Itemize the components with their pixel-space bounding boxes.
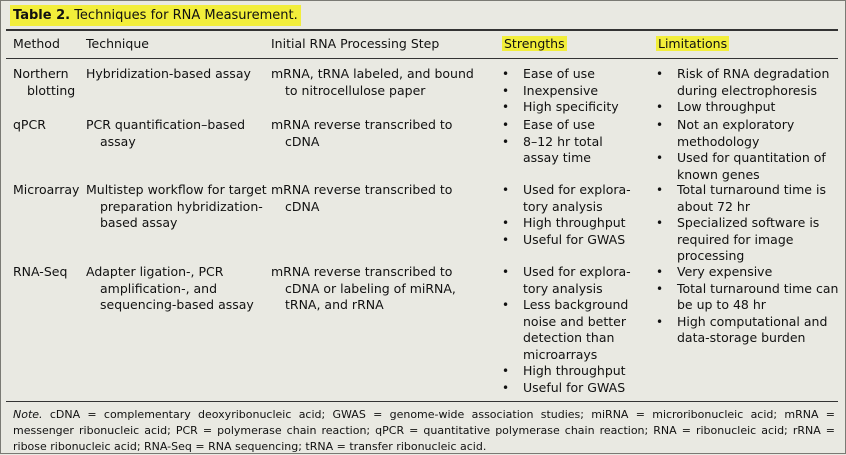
row-4-processing-cell [271, 264, 456, 314]
processing-line: mRNA, tRNA labeled, and bound [271, 66, 474, 81]
technique-line: sequencing-based assay [100, 297, 254, 312]
method-line: blotting [27, 82, 76, 98]
list-item [656, 264, 838, 281]
list-item-line: • High specificity [523, 99, 619, 114]
header-method: Method [13, 36, 60, 51]
limitations-list [656, 264, 838, 347]
list-item [502, 363, 631, 380]
list-item-line: • Ease of use [523, 66, 595, 81]
list-item-line: • Not an exploratory [677, 117, 795, 132]
row-3-strengths-cell [502, 182, 631, 248]
row-3-limitations-cell [656, 182, 826, 265]
top-rule [6, 29, 838, 31]
processing-line: cDNA [285, 133, 320, 149]
list-item [656, 281, 838, 314]
processing-line: mRNA reverse transcribed to [271, 182, 453, 197]
list-item [656, 150, 826, 183]
row-3-processing-cell [271, 182, 452, 215]
row-2-limitations-cell [656, 117, 826, 183]
row-1-strengths-cell [502, 66, 619, 116]
list-item-line: • Very expensive [677, 264, 773, 279]
list-item-line: • High throughput [523, 363, 626, 378]
list-item-line: noise and better [523, 313, 626, 329]
row-1-technique-cell [86, 66, 251, 83]
list-item [502, 297, 631, 363]
technique-line: Hybridization-based assay [86, 66, 251, 81]
technique-line: preparation hybridization- [100, 198, 263, 214]
header-limitations: Limitations [658, 36, 728, 51]
list-item-line: • Risk of RNA degradation [677, 66, 830, 81]
list-item-line: known genes [677, 166, 760, 182]
list-item [502, 66, 619, 83]
row-2-technique-cell [86, 117, 245, 150]
method-line: Northern [13, 66, 69, 81]
row-1-method-cell [13, 66, 75, 99]
method-line: qPCR [13, 117, 46, 132]
row-2-method-cell [13, 117, 46, 134]
list-item [656, 117, 826, 150]
technique-line: PCR quantification–based [86, 117, 246, 132]
list-item [656, 182, 826, 215]
list-item-line: • Used for quantitation of [677, 150, 826, 165]
header-strengths: Strengths [504, 36, 565, 51]
list-item-line: • High computational and [677, 313, 828, 329]
method-line: Microarray [13, 182, 80, 197]
header-rule [6, 58, 838, 59]
list-item-line: tory analysis [523, 198, 603, 214]
row-3-technique-cell [86, 182, 267, 232]
list-item-line: microarrays [523, 346, 598, 362]
list-item [656, 66, 829, 99]
header-processing: Initial RNA Processing Step [271, 36, 440, 51]
list-item-line: • Low throughput [677, 99, 776, 114]
list-item-line: • Specialized software is [677, 215, 820, 230]
technique-line: amplification-, and [100, 280, 218, 296]
row-2-strengths-cell [502, 117, 603, 167]
list-item [502, 83, 619, 100]
row-1-limitations-cell [656, 66, 829, 116]
list-item-line: • Useful for GWAS [523, 231, 626, 247]
technique-line: assay [100, 133, 136, 149]
list-item [656, 314, 838, 347]
limitations-list [656, 66, 829, 116]
header-technique: Technique [86, 36, 149, 51]
list-item-line: processing [677, 248, 745, 263]
technique-line: Multistep workflow for target [86, 182, 267, 197]
row-4-limitations-cell [656, 264, 838, 347]
list-item [656, 215, 826, 265]
bottom-rule [6, 401, 838, 402]
strengths-list [502, 117, 603, 167]
processing-line: mRNA reverse transcribed to [271, 264, 453, 279]
processing-line: to nitrocellulose paper [285, 82, 426, 98]
list-item-line: be up to 48 hr [677, 297, 766, 312]
list-item-line: • Total turnaround time can [677, 280, 839, 296]
row-1-processing-cell [271, 66, 474, 99]
row-4-method-cell [13, 264, 67, 281]
processing-line: mRNA reverse transcribed to [271, 117, 453, 132]
list-item [656, 99, 829, 116]
strengths-list [502, 264, 631, 396]
list-item [502, 380, 631, 397]
list-item-line: • Used for explora- [523, 264, 631, 279]
list-item-line: assay time [523, 150, 591, 165]
note-text: cDNA = complementary deoxyribonucleic acid; GWAS = genome-wide association studies; miRNA = microribonucleic acid; mRNA = messenger ribonucleic acid; PCR = polymerase chain reaction; qPCR = quantitative polymerase chain reaction; RNA = ribonucleic acid; rRNA = ribose ribonucleic acid; RNA-Seq = RNA sequencing; tRNA = transfer ribonucleic acid. [13, 408, 835, 453]
table-note [13, 407, 835, 455]
list-item-line: • 8–12 hr total [523, 133, 603, 149]
strengths-list [502, 182, 631, 248]
technique-line: based assay [100, 215, 178, 230]
list-item [502, 232, 631, 249]
note-label: Note. [13, 408, 43, 421]
list-item-line: • High throughput [523, 215, 626, 230]
method-line: RNA-Seq [13, 264, 68, 279]
list-item-line: tory analysis [523, 280, 603, 296]
row-2-processing-cell [271, 117, 452, 150]
row-4-technique-cell [86, 264, 254, 314]
list-item-line: • Total turnaround time is [677, 182, 826, 197]
row-4-strengths-cell [502, 264, 631, 396]
table-title [10, 5, 301, 26]
strengths-list [502, 66, 619, 116]
list-item [502, 99, 619, 116]
processing-line: cDNA [285, 198, 320, 214]
processing-line: tRNA, and rRNA [285, 297, 384, 312]
list-item [502, 264, 631, 297]
list-item-line: during electrophoresis [677, 82, 817, 98]
row-3-method-cell [13, 182, 79, 199]
list-item-line: • Inexpensive [523, 82, 599, 98]
list-item-line: • Useful for GWAS [523, 379, 626, 395]
limitations-list [656, 182, 826, 265]
list-item-line: • Less background [523, 297, 629, 312]
list-item-line: • Used for explora- [523, 182, 631, 197]
list-item-line: required for image [677, 231, 794, 247]
table-label: Table 2. [13, 8, 71, 23]
limitations-list [656, 117, 826, 183]
list-item [502, 215, 631, 232]
list-item [502, 117, 603, 134]
processing-line: cDNA or labeling of miRNA, [285, 280, 456, 296]
list-item-line: detection than [523, 330, 615, 345]
table-title-text: Techniques for RNA Measurement. [74, 8, 298, 23]
list-item-line: methodology [677, 133, 760, 149]
list-item-line: about 72 hr [677, 198, 750, 214]
list-item [502, 134, 603, 167]
technique-line: Adapter ligation-, PCR [86, 264, 224, 279]
list-item-line: • Ease of use [523, 117, 595, 132]
list-item-line: data-storage burden [677, 330, 806, 345]
list-item [502, 182, 631, 215]
